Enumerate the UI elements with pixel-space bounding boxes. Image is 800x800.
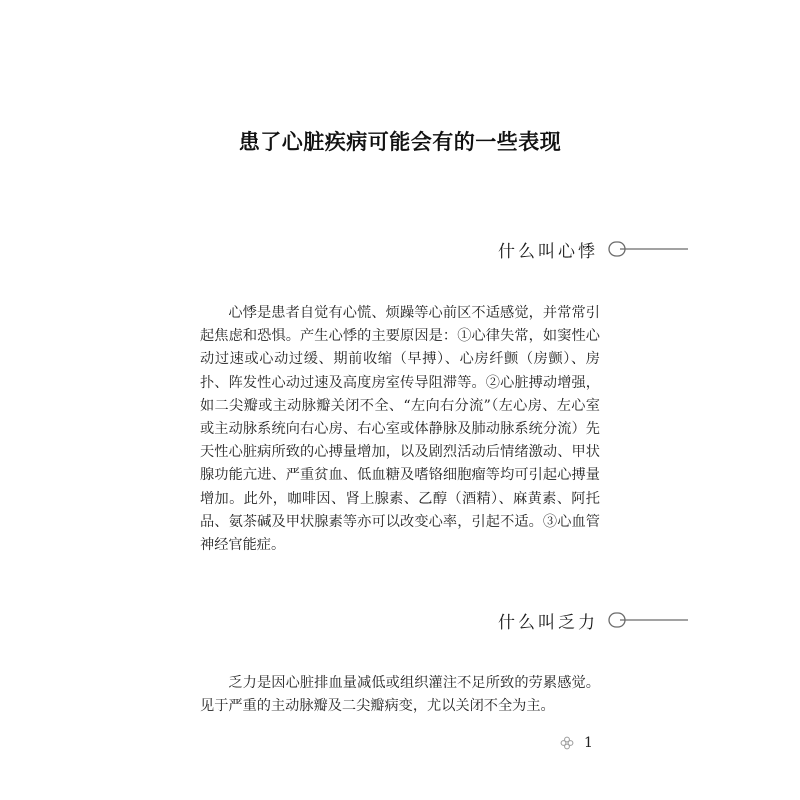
- section-title: 什么叫心悸: [498, 241, 598, 262]
- page-title: 患了心脏疾病可能会有的一些表现: [238, 130, 562, 154]
- capsule-line-ornament-icon: [608, 609, 688, 631]
- page-footer: [560, 733, 593, 753]
- section-body-palpitation: 心悸是患者自觉有心慌、烦躁等心前区不适感觉，并常常引起焦虑和恐惧。产生心悸的主要原因是：①心律失常，如窦性心动过速或心动过缓、期前收缩（早搏）、心房纤颤（房颤）、房扑、阵发性心动过速及高度房室传导阻滞等。②心脏搏动增强，如二尖瓣或主动脉瓣关闭不全、“左向右分流”（左心房、左心室或主动脉系统向右心房、右心室或体静脉及肺动脉系统分流）先天性心脏病所致的心搏量增加，以及剧烈活动后情绪激动、甲状腺功能亢进、严重贫血、低血糖及嗜铬细胞瘤等均可引起心搏量增加。此外，咖啡因、肾上腺素、乙醇（酒精）、麻黄素、阿托品、氨茶碱及甲状腺素等亦可以改变心率，引起不适。③心血管神经官能症。: [200, 305, 600, 554]
- section-title: 什么叫乏力: [498, 612, 598, 633]
- page-number: 1: [584, 735, 593, 751]
- section-heading-fatigue: [400, 608, 688, 632]
- section-body-fatigue: 乏力是因心脏排血量减低或组织灌注不足所致的劳累感觉。见于严重的主动脉瓣及二尖瓣病变，尤以关闭不全为主。: [200, 675, 600, 715]
- flower-ornament-icon: [560, 736, 574, 750]
- section-heading-palpitation: [400, 237, 688, 261]
- capsule-line-ornament-icon: [608, 238, 688, 260]
